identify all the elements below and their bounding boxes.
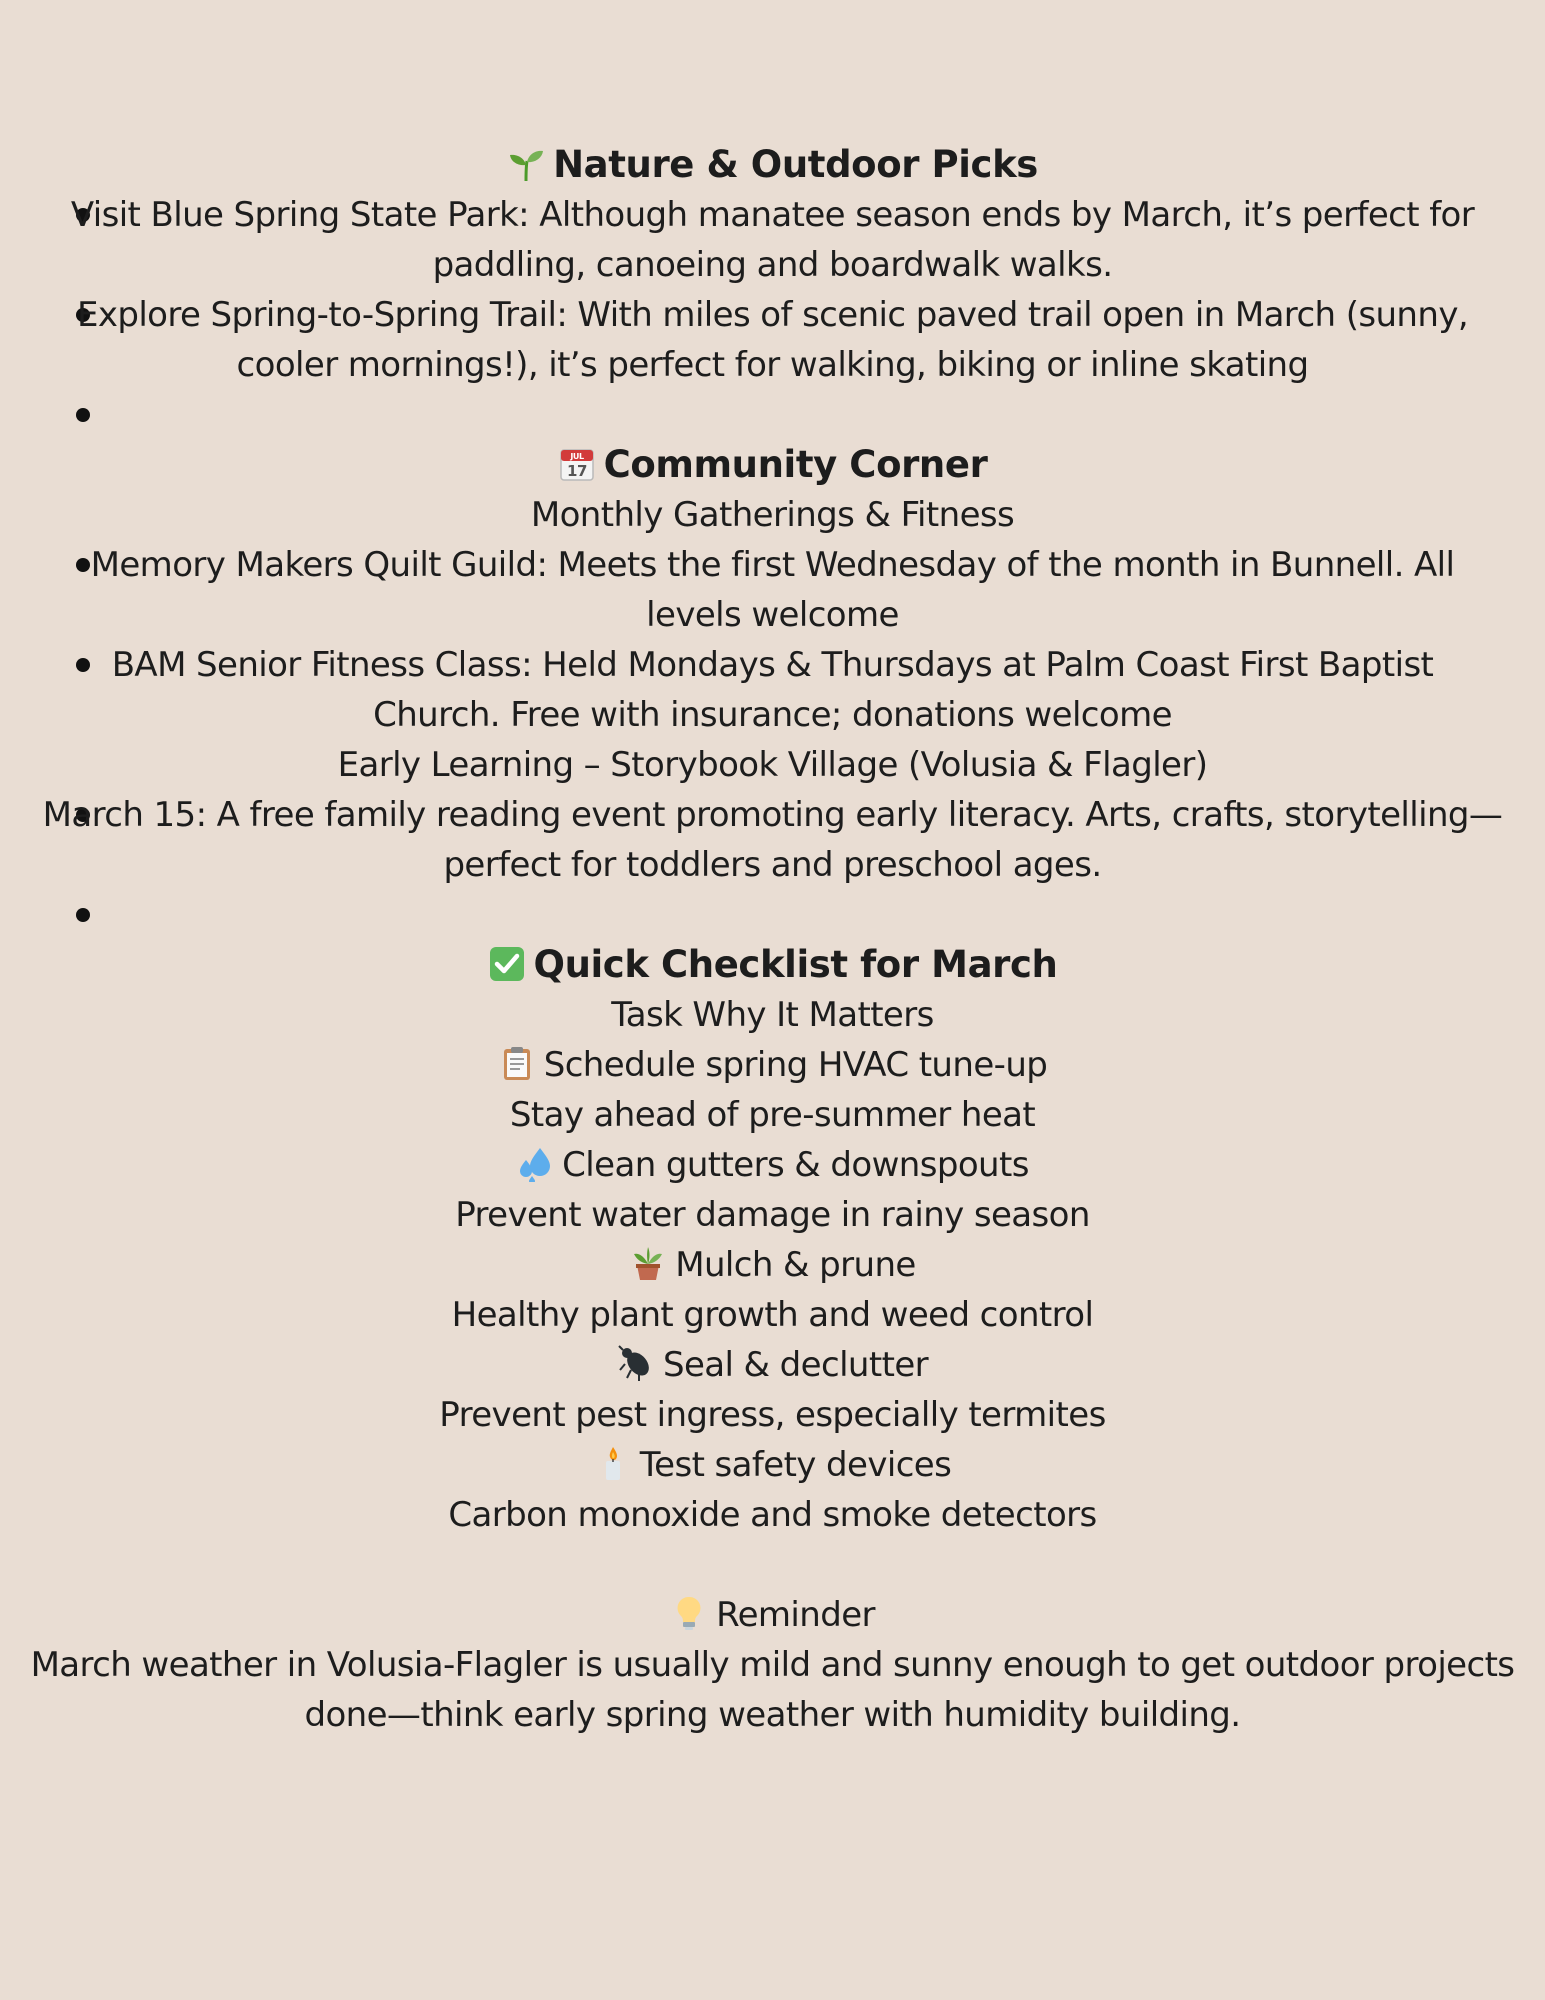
- list-item-line: March 15: A free family reading event promoting early literacy. Arts, crafts, storytelling—: [42, 795, 1503, 835]
- water-drops-icon: [516, 1144, 554, 1182]
- reminder-heading-text: Reminder: [716, 1595, 875, 1635]
- list-item: [0, 790, 1545, 890]
- list-item-line: cooler mornings!), it’s perfect for walking, biking or inline skating: [236, 345, 1309, 385]
- checklist-why: Prevent pest ingress, especially termites: [439, 1395, 1106, 1435]
- calendar-month: JUL: [569, 452, 584, 461]
- checklist-task-text: Clean gutters & downspouts: [562, 1145, 1029, 1185]
- checklist-why: Carbon monoxide and smoke detectors: [448, 1495, 1097, 1535]
- nature-heading-text: Nature & Outdoor Picks: [553, 143, 1038, 186]
- list-item-line: Church. Free with insurance; donations welcome: [373, 695, 1172, 735]
- reminder-text: March weather in Volusia-Flagler is usually mild and sunny enough to get outdoor projects: [30, 1645, 1515, 1685]
- community-subheading: Early Learning – Storybook Village (Volusia & Flagler): [337, 745, 1208, 785]
- checklist-task-text: Mulch & prune: [675, 1245, 916, 1285]
- community-heading-text: Community Corner: [603, 443, 988, 486]
- check-mark-icon: [488, 945, 526, 983]
- candle-icon: [594, 1444, 632, 1482]
- checklist-header-row: Task Why It Matters: [611, 995, 934, 1035]
- calendar-icon: [558, 445, 596, 483]
- seedling-icon: [507, 145, 545, 183]
- nature-heading: [0, 140, 1545, 190]
- checklist-task: [0, 1040, 1545, 1090]
- bullet-icon: [76, 408, 90, 422]
- light-bulb-icon: [670, 1594, 708, 1632]
- checklist-why: Stay ahead of pre-summer heat: [509, 1095, 1036, 1135]
- bug-icon: [617, 1344, 655, 1382]
- checklist-task-text: Seal & declutter: [662, 1345, 929, 1385]
- list-item-line: Visit Blue Spring State Park: Although manatee season ends by March, it’s perfect for: [70, 195, 1475, 235]
- checklist-task: [0, 1340, 1545, 1390]
- checklist-why: Prevent water damage in rainy season: [455, 1195, 1090, 1235]
- list-item-empty: [0, 390, 1545, 440]
- community-subheading: Monthly Gatherings & Fitness: [530, 495, 1015, 535]
- list-item-line: paddling, canoeing and boardwalk walks.: [432, 245, 1113, 285]
- newsletter-page: [0, 140, 1545, 1740]
- section-spacer: [0, 1540, 1545, 1590]
- list-item: [0, 640, 1545, 740]
- bullet-icon: [76, 908, 90, 922]
- list-item-line: Memory Makers Quilt Guild: Meets the first Wednesday of the month in Bunnell. All: [90, 545, 1455, 585]
- potted-plant-icon: [629, 1244, 667, 1282]
- checklist-task-text: Schedule spring HVAC tune-up: [543, 1045, 1048, 1085]
- list-item-empty: [0, 890, 1545, 940]
- list-item-line: Explore Spring-to-Spring Trail: With miles of scenic paved trail open in March (sunny,: [76, 295, 1469, 335]
- checklist-heading-text: Quick Checklist for March: [533, 943, 1058, 986]
- reminder-heading: [0, 1590, 1545, 1640]
- checklist-heading: [0, 940, 1545, 990]
- checklist-task: [0, 1140, 1545, 1190]
- community-heading: [0, 440, 1545, 490]
- list-item: [0, 290, 1545, 390]
- list-item: [0, 190, 1545, 290]
- checklist-task-text: Test safety devices: [639, 1445, 952, 1485]
- checklist-why: Healthy plant growth and weed control: [451, 1295, 1094, 1335]
- reminder-text: done—think early spring weather with humidity building.: [304, 1695, 1241, 1735]
- checklist-task: [0, 1240, 1545, 1290]
- list-item: [0, 540, 1545, 640]
- list-item-line: levels welcome: [646, 595, 899, 635]
- list-item-line: perfect for toddlers and preschool ages.: [443, 845, 1102, 885]
- clipboard-icon: [498, 1044, 536, 1082]
- calendar-day: 17: [566, 462, 587, 480]
- list-item-line: BAM Senior Fitness Class: Held Mondays & Thursdays at Palm Coast First Baptist: [111, 645, 1434, 685]
- checklist-task: [0, 1440, 1545, 1490]
